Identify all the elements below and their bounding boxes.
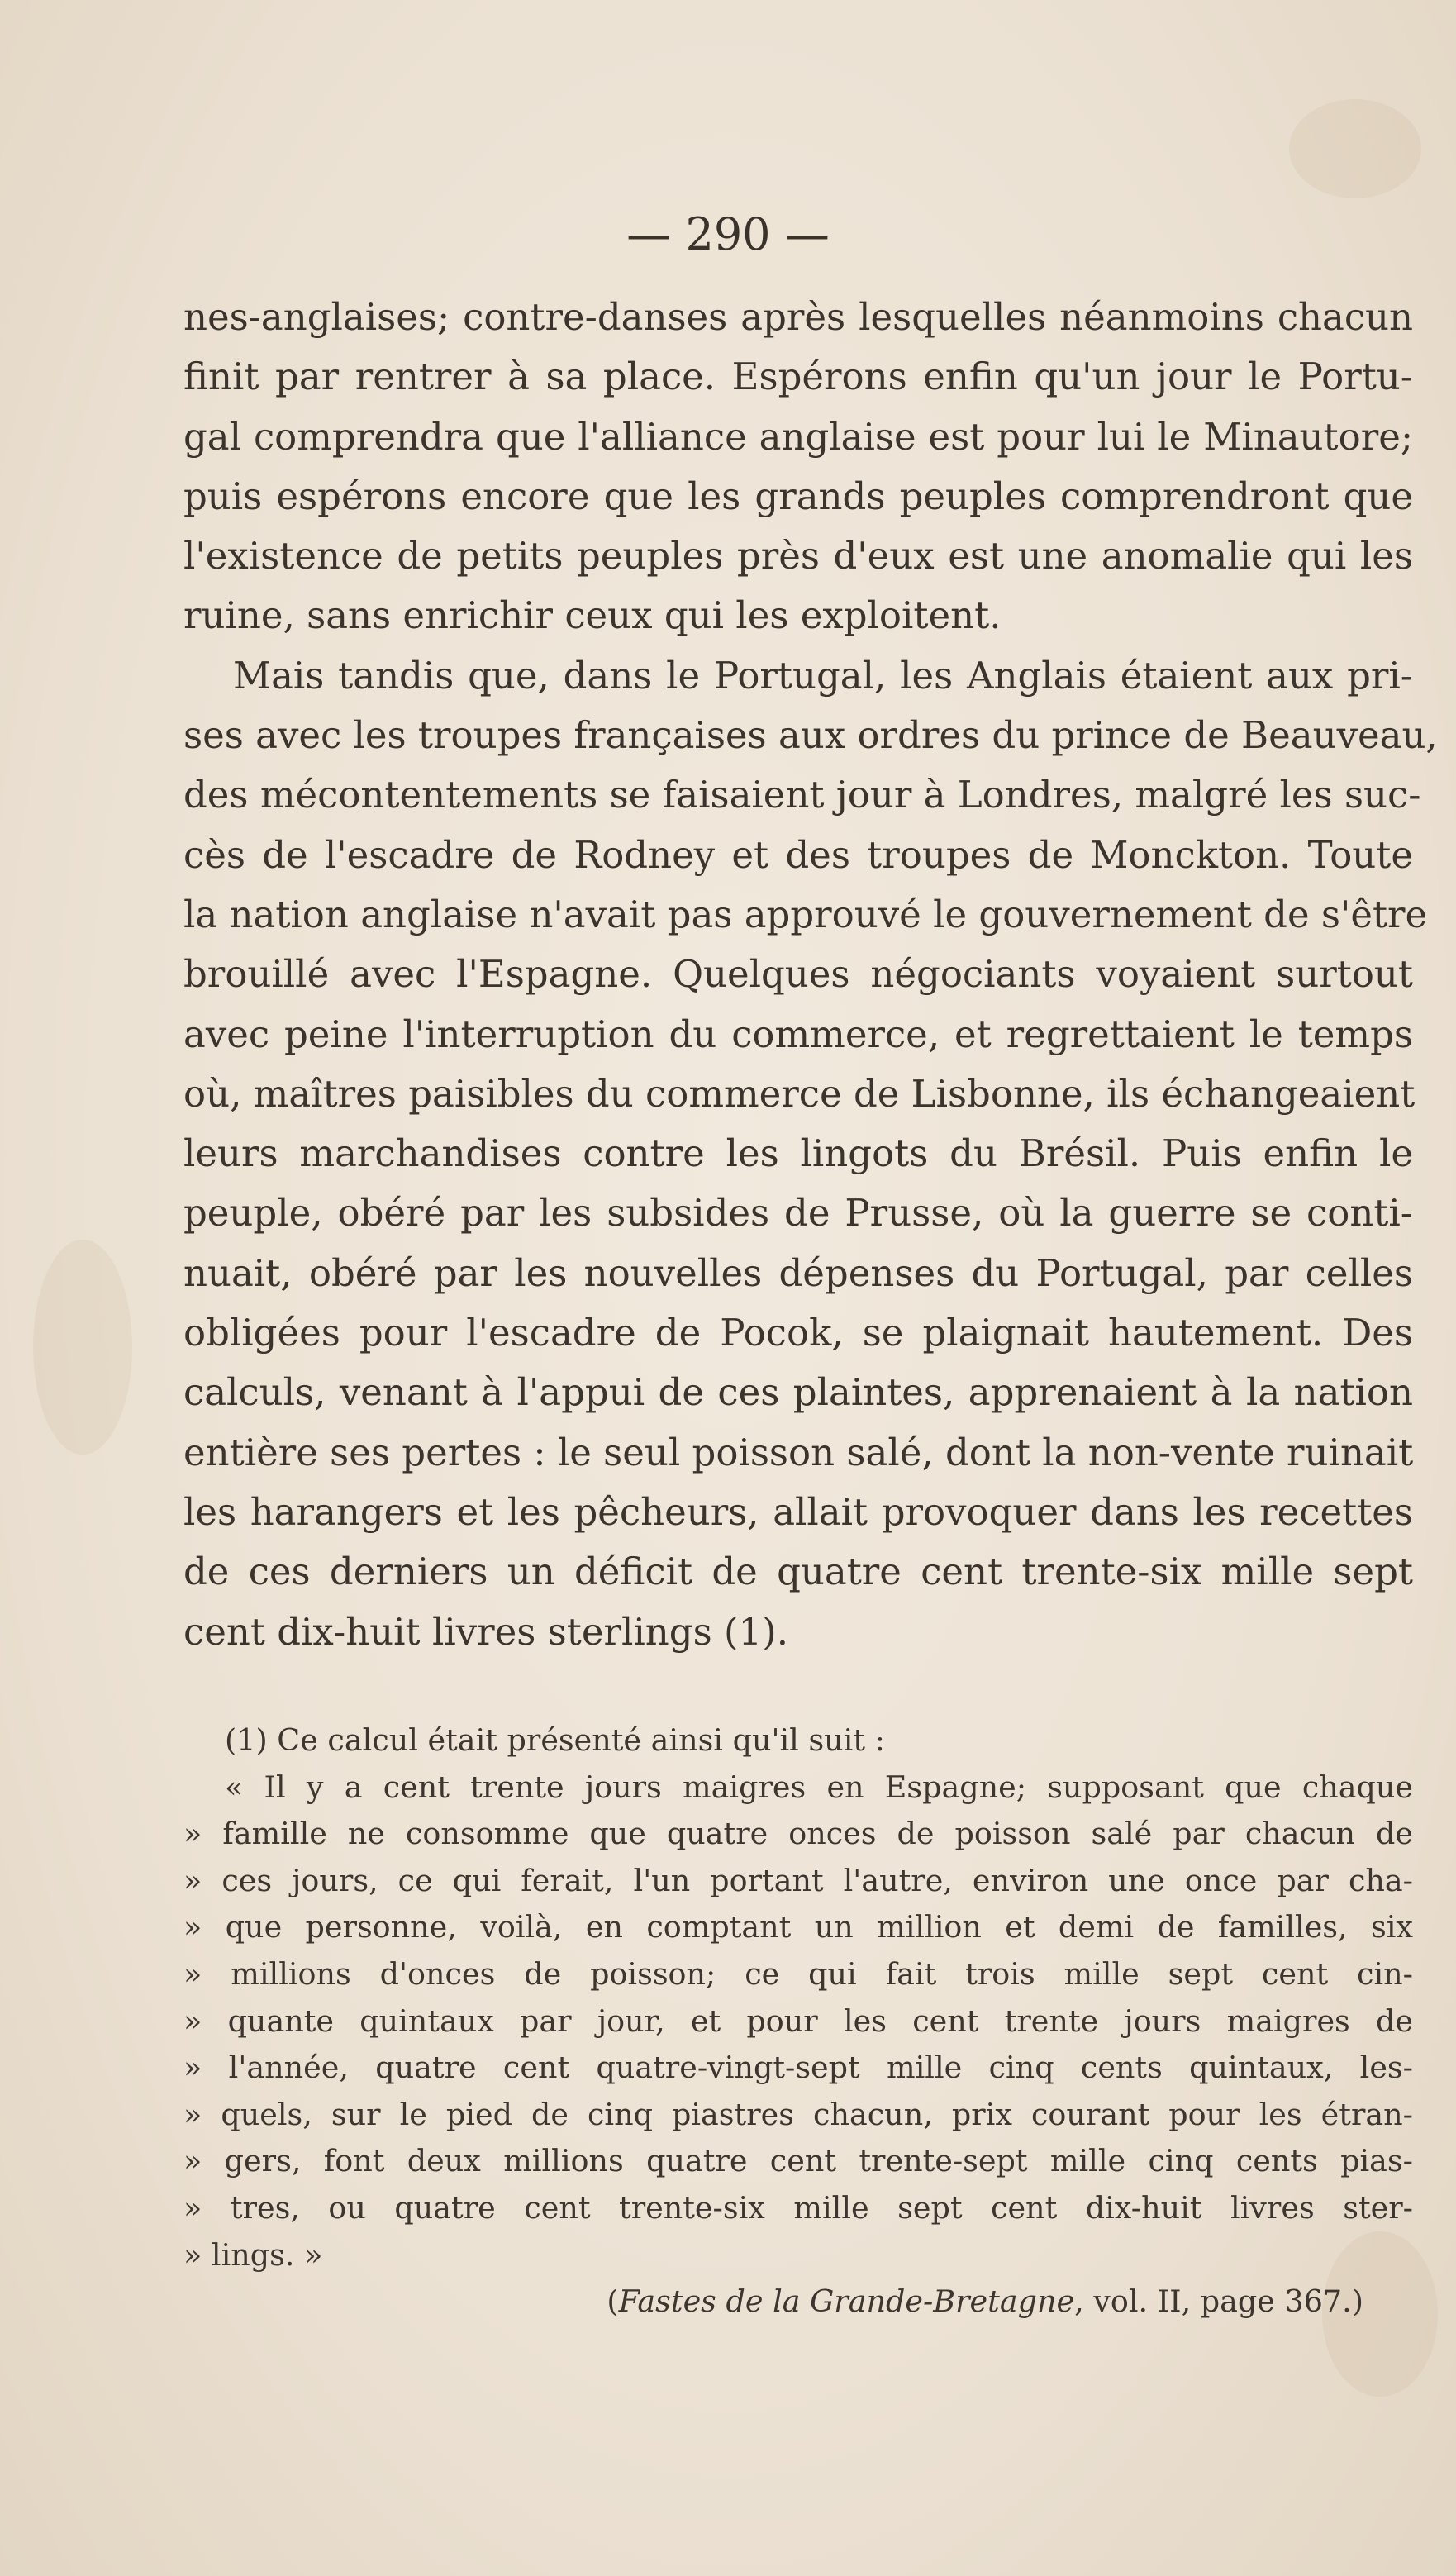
footnote-line: » quels, sur le pied de cinq piastres chacun, prix courant pour les étran- [183, 2096, 1413, 2132]
citation-open: ( [607, 2283, 619, 2320]
text-line: cès de l'escadre de Rodney et des troupes de Monckton. Toute [183, 832, 1413, 877]
text-line: obligées pour l'escadre de Pocok, se plaignait hautement. Des [183, 1311, 1413, 1355]
text-line: gal comprendra que l'alliance anglaise est pour lui le Minautore; [183, 414, 1413, 459]
footnote-citation [183, 2278, 1413, 2326]
paper-stain [33, 1240, 132, 1455]
footnote-line: » gers, font deux millions quatre cent trente-sept mille cinq cents pias- [183, 2143, 1413, 2179]
page-number: — 290 — [626, 208, 830, 260]
text-line: des mécontentements se faisaient jour à Londres, malgré les suc- [183, 773, 1421, 817]
text-line: de ces derniers un déficit de quatre cent trente-six mille sept [183, 1550, 1413, 1594]
text-line: ses avec les troupes françaises aux ordres du prince de Beauveau, [183, 713, 1438, 758]
text-line: avec peine l'interruption du commerce, et regrettaient le temps [183, 1012, 1413, 1056]
footnote-line: » famille ne consomme que quatre onces de poisson salé par chacun de [183, 1816, 1413, 1852]
footnote-line: » lings. » [183, 2236, 323, 2273]
footnote-line: » millions d'onces de poisson; ce qui fait trois mille sept cent cin- [183, 1955, 1413, 1992]
text-line: entière ses pertes : le seul poisson salé, dont la non-vente ruinait [183, 1430, 1414, 1474]
footnote-line: » ces jours, ce qui ferait, l'un portant l'autre, environ une once par cha- [183, 1862, 1413, 1898]
footnote-line: » que personne, voilà, en comptant un million et demi de familles, six [183, 1909, 1413, 1945]
citation-rest: , vol. II, page 367.) [1074, 2283, 1363, 2320]
text-line: ruine, sans enrichir ceux qui les exploitent. [183, 593, 1002, 638]
text-line: les harangers et les pêcheurs, allait provoquer dans les recettes [183, 1489, 1413, 1534]
text-line: la nation anglaise n'avait pas approuvé le gouvernement de s'être [183, 892, 1428, 936]
text-line: puis espérons encore que les grands peuples comprendront que [183, 474, 1413, 518]
text-line: nuait, obéré par les nouvelles dépenses du Portugal, par celles [183, 1250, 1413, 1295]
text-line: où, maîtres paisibles du commerce de Lisbonne, ils échangeaient [183, 1071, 1416, 1116]
footnote [183, 1717, 1413, 2326]
footnote-line: » quante quintaux par jour, et pour les cent trente jours maigres de [183, 2002, 1413, 2039]
text-line: peuple, obéré par les subsides de Prusse, où la guerre se conti- [183, 1191, 1413, 1236]
footnote-line: » tres, ou quatre cent trente-six mille sept cent dix-huit livres ster- [183, 2189, 1413, 2226]
text-line: calculs, venant à l'appui de ces plaintes, apprenaient à la nation [183, 1370, 1413, 1415]
footnote-intro: (1) Ce calcul était présenté ainsi qu'il suit : [225, 1722, 885, 1758]
text-line: nes-anglaises; contre-danses après lesquelles néanmoins chacun [183, 295, 1413, 339]
footnote-line: » l'année, quatre cent quatre-vingt-sept mille cinq cents quintaux, les- [183, 2050, 1413, 2086]
main-text [183, 288, 1438, 1662]
paper-stain [1289, 99, 1421, 198]
citation-title: Fastes de la Grande-Bretagne [618, 2283, 1075, 2320]
text-line: l'existence de petits peuples près d'eux est une anomalie qui les [183, 534, 1413, 579]
text-line: finit par rentrer à sa place. Espérons enfin qu'un jour le Portu- [183, 355, 1413, 399]
text-line: leurs marchandises contre les lingots du Brésil. Puis enfin le [183, 1131, 1413, 1176]
footnote-line: « Il y a cent trente jours maigres en Espagne; supposant que chaque [225, 1769, 1413, 1805]
text-line: brouillé avec l'Espagne. Quelques négociants voyaient surtout [183, 952, 1413, 997]
text-line: cent dix-huit livres sterlings (1). [183, 1609, 789, 1654]
text-line: Mais tandis que, dans le Portugal, les Anglais étaient aux pri- [233, 653, 1413, 698]
